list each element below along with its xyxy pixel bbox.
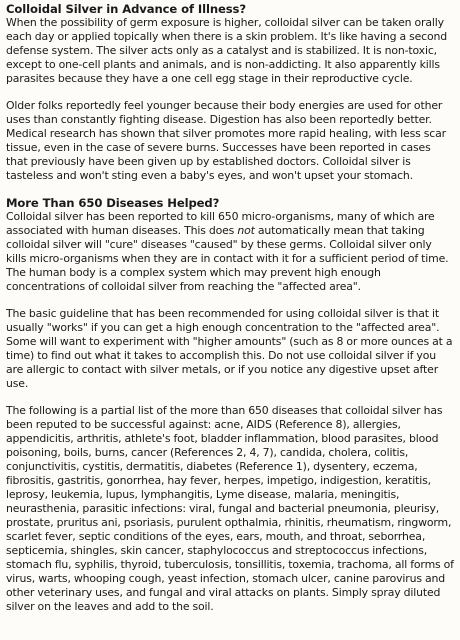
paragraph-older-folks: Older folks reportedly feel younger because their body energies are used for other uses than constantly fighting disease. Digestion has also been reportedly better. Medical research has shown that silver promotes more rapid healing, with less scar tissue, even in the case of severe burns. Successes have been reported in cases that previously have been given up by established doctors. Colloidal silver is tasteless and won't sting even a baby's eyes, and won't upset your stomach.: [6, 99, 446, 182]
paragraph-spacer: [6, 86, 454, 99]
paragraph-germ-exposure: When the possibility of germ exposure is higher, colloidal silver can be taken orally each day or applied topically when there is a skin problem. It's like having a second defense system. The silver acts only as a catalyst and is stabilized. It is non-toxic, except to one-cell plants and animals, and is non-addicting. It also apparently kills parasites because they have a one cell egg stage in their reproductive cycle.: [6, 16, 448, 85]
paragraph-650-part-1: Colloidal silver has been reported to kill 650 micro-organisms, many of which are associated with human diseases. This does: [6, 210, 435, 237]
paragraph-disease-list: The following is a partial list of the more than 650 diseases that colloidal silver has been reputed to be successful against: acne, AIDS (Reference 8), allergies, appendicitis, arthritis, athlete's foot, bladder inflammation, blood parasites, blood poisoning, boils, burns, cancer (References 2, 4, 7), candida, cholera, colitis, conjunctivitis, cystitis, dermatitis, diabetes (Reference 1), dysentery, eczema, fibrositis, gastritis, gonorrhea, hay fever, herpes, impetigo, indigestion, keratitis, leprosy, leukemia, lupus, lymphangitis, Lyme disease, malaria, meningitis, neurasthenia, parasitic infections: viral, fungal and bacterial pneumonia, pleurisy, prostate, pruritus ani, psoriasis, purulent opthalmia, rhinitis, rheumatism, ringworm, scarlet fever, septic conditions of the eyes, ears, mouth, and throat, seborrhea, septicemia, shingles, skin cancer, staphylococcus and streptococcus infections, stomach flu, syphilis, thyroid, tuberculosis, tonsillitis, toxemia, trachoma, all forms of virus, warts, whooping cough, yeast infection, stomach ulcer, canine parovirus and other veterinary uses, and fungal and viral attacks on plants. Simply spray diluted silver on the leaves and add to the soil.: [6, 404, 454, 613]
paragraph-650-part-2: automatically mean that taking colloidal silver will "cure" diseases "caused" by these germs. Colloidal silver only kills micro-organisms when they are in contact with it for a sufficient period of time. The human body is a complex system which may prevent high enough concentrations of colloidal silver from reaching the "affected area".: [6, 224, 449, 293]
paragraph-650-micro-organisms: [6, 210, 454, 294]
section-title-more-than-650-diseases: More Than 650 Diseases Helped?: [6, 196, 220, 210]
section-spacer: [6, 183, 454, 196]
emphasis-not: not: [237, 224, 255, 237]
paragraph-basic-guideline: The basic guideline that has been recommended for using colloidal silver is that it usually "works" if you can get a high enough concentration to the "affected area". Some will want to experiment with "higher amounts" (such as 8 or more ounces at a time) to find out what it takes to accomplish this. Do not use colloidal silver if you are allergic to contact with silver metals, or if you notice any digestive upset after use.: [6, 307, 453, 390]
section-title-colloidal-silver-in-advance: Colloidal Silver in Advance of Illness?: [6, 2, 246, 16]
paragraph-spacer: [6, 391, 454, 404]
paragraph-spacer: [6, 294, 454, 307]
